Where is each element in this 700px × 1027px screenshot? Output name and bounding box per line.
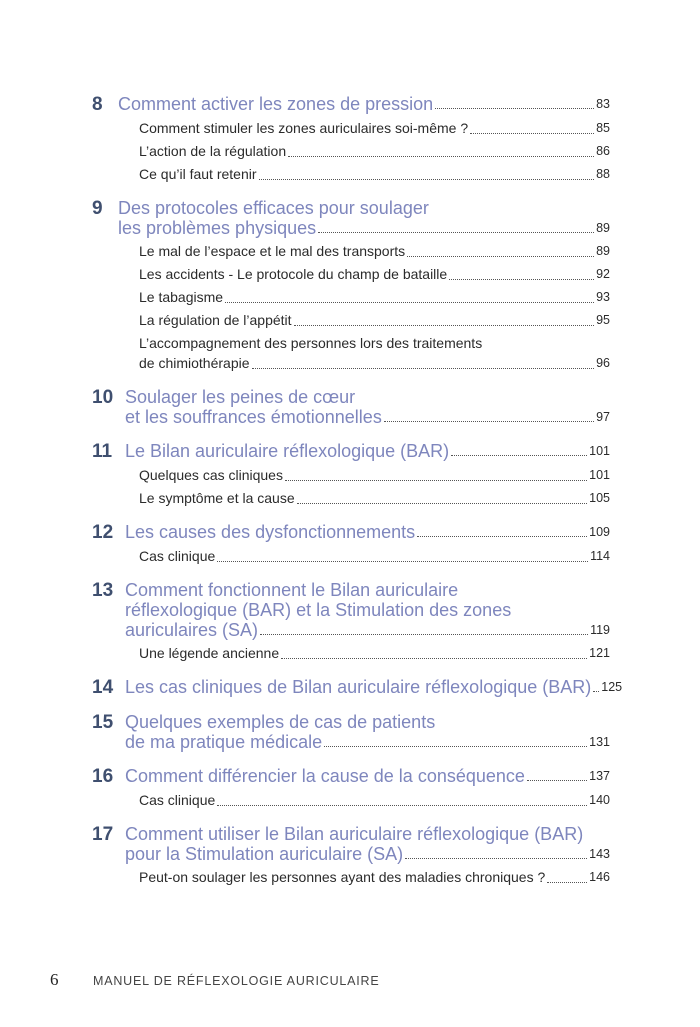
chapter-number: 11 [92, 441, 113, 462]
chapter-heading[interactable] [92, 677, 623, 698]
chapter-number: 13 [92, 580, 114, 601]
toc-chapter[interactable] [92, 198, 610, 373]
section-list [139, 643, 610, 663]
running-title: MANUEL DE RÉFLEXOLOGIE AURICULAIRE [93, 974, 380, 988]
chapter-heading[interactable] [92, 441, 610, 462]
section-line [139, 546, 610, 566]
chapter-title-text: les problèmes physiques [118, 218, 317, 238]
toc-section-entry[interactable] [139, 465, 610, 485]
chapter-number: 16 [92, 766, 114, 787]
section-line [139, 465, 610, 485]
chapter-number: 9 [92, 198, 103, 219]
chapter-title-last-line [125, 677, 622, 697]
chapter-title-last-line [125, 620, 610, 640]
chapter-title-text: Le Bilan auriculaire réflexologique (BAR) [125, 441, 450, 461]
section-line [139, 643, 610, 663]
chapter-title-line [125, 824, 610, 844]
chapter-title-last-line [118, 94, 610, 114]
section-page-number: 95 [596, 313, 610, 327]
chapter-page-number: 97 [596, 410, 610, 424]
section-line [139, 141, 610, 161]
chapter-title-text: Soulager les peines de cœur [125, 387, 356, 407]
chapter-heading[interactable] [92, 580, 610, 640]
chapter-title-last-line [125, 441, 610, 461]
section-title-text: Cas clinique [139, 792, 216, 808]
toc-chapter[interactable] [92, 522, 610, 566]
toc-chapter[interactable] [92, 580, 610, 663]
chapter-page-number: 137 [589, 769, 610, 783]
section-page-number: 101 [589, 468, 610, 482]
toc-section-entry[interactable] [139, 643, 610, 663]
toc-chapter[interactable] [92, 824, 610, 887]
chapter-heading[interactable] [92, 387, 610, 427]
toc-section-entry[interactable] [139, 264, 610, 284]
section-title-text: Une légende ancienne [139, 645, 280, 661]
section-line [139, 287, 610, 307]
chapter-heading[interactable] [92, 766, 610, 787]
toc-chapter[interactable] [92, 387, 610, 427]
section-list [139, 241, 610, 373]
dot-leader [324, 746, 587, 747]
section-list [139, 790, 610, 810]
chapter-title-text: auriculaires (SA) [125, 620, 259, 640]
section-title-text: Les accidents - Le protocole du champ de bataille [139, 266, 448, 282]
section-page-number: 96 [596, 356, 610, 370]
chapter-title-block [125, 712, 610, 752]
toc-section-entry[interactable] [139, 790, 610, 810]
chapter-page-number: 101 [589, 444, 610, 458]
section-page-number: 140 [589, 793, 610, 807]
chapter-page-number: 131 [589, 735, 610, 749]
toc-section-entry[interactable] [139, 488, 610, 508]
dot-leader [318, 232, 594, 233]
dot-leader [435, 108, 594, 109]
chapter-heading[interactable] [92, 198, 610, 238]
chapter-title-line [125, 712, 610, 732]
dot-leader [260, 634, 588, 635]
section-line [139, 867, 610, 887]
dot-leader [405, 858, 587, 859]
chapter-title-block [118, 94, 610, 114]
section-line [139, 790, 610, 810]
section-title-text: Comment stimuler les zones auriculaires soi-même ? [139, 120, 469, 136]
section-page-number: 146 [589, 870, 610, 884]
dot-leader [297, 503, 588, 504]
section-list [139, 465, 610, 508]
chapter-title-text: Comment utiliser le Bilan auriculaire réflexologique (BAR) [125, 824, 584, 844]
chapter-number: 14 [92, 677, 114, 698]
chapter-title-last-line [125, 732, 610, 752]
section-line [139, 241, 610, 261]
toc-section-entry[interactable] [139, 310, 610, 330]
toc-chapter[interactable] [92, 712, 610, 752]
dot-leader [417, 536, 587, 537]
chapter-title-block [125, 766, 610, 786]
chapter-title-text: pour la Stimulation auriculaire (SA) [125, 844, 404, 864]
dot-leader [449, 279, 594, 280]
chapter-title-text: Comment différencier la cause de la conséquence [125, 766, 525, 786]
chapter-title-text: Quelques exemples de cas de patients [125, 712, 436, 732]
chapter-number: 10 [92, 387, 114, 408]
chapter-number: 15 [92, 712, 114, 733]
chapter-title-last-line [125, 407, 610, 427]
toc-section-entry[interactable] [139, 118, 610, 138]
section-line [139, 310, 610, 330]
dot-leader [225, 302, 594, 303]
chapter-title-line [125, 600, 610, 620]
chapter-title-last-line [125, 766, 610, 786]
chapter-title-text: Des protocoles efficaces pour soulager [118, 198, 429, 218]
section-title-last-line [139, 353, 610, 373]
toc-chapter[interactable] [92, 677, 623, 698]
chapter-title-block [118, 198, 610, 238]
dot-leader [252, 368, 595, 369]
dot-leader [593, 691, 599, 692]
page-footer [50, 970, 380, 990]
section-page-number: 89 [596, 244, 610, 258]
section-page-number: 86 [596, 144, 610, 158]
chapter-page-number: 83 [596, 97, 610, 111]
dot-leader [281, 658, 587, 659]
dot-leader [527, 780, 587, 781]
chapter-title-block [125, 522, 610, 542]
section-page-number: 105 [589, 491, 610, 505]
dot-leader [217, 805, 587, 806]
chapter-title-block [125, 677, 622, 697]
chapter-page-number: 89 [596, 221, 610, 235]
section-title-text: La régulation de l’appétit [139, 312, 292, 328]
section-title-line: L’accompagnement des personnes lors des traitements [139, 335, 483, 351]
dot-leader [285, 480, 587, 481]
section-title-text: Le tabagisme [139, 289, 224, 305]
dot-leader [470, 133, 594, 134]
section-page-number: 85 [596, 121, 610, 135]
chapter-title-last-line [125, 844, 610, 864]
toc-section-entry[interactable] [139, 333, 610, 373]
section-title-text: Le mal de l’espace et le mal des transports [139, 243, 406, 259]
toc-section-entry[interactable] [139, 287, 610, 307]
chapter-title-text: Comment fonctionnent le Bilan auriculaire [125, 580, 459, 600]
section-page-number: 114 [590, 549, 610, 563]
toc-section-entry[interactable] [139, 867, 610, 887]
section-page-number: 93 [596, 290, 610, 304]
section-title-text: Peut-on soulager les personnes ayant des maladies chroniques ? [139, 869, 546, 885]
page-number: 6 [50, 970, 59, 989]
section-line [139, 164, 610, 184]
chapter-title-text: réflexologique (BAR) et la Stimulation des zones [125, 600, 512, 620]
chapter-title-block [125, 387, 610, 427]
section-line [139, 118, 610, 138]
dot-leader [451, 455, 587, 456]
section-title-text: Ce qu’il faut retenir [139, 166, 257, 182]
toc-section-entry[interactable] [139, 241, 610, 261]
chapter-number: 17 [92, 824, 114, 845]
chapter-heading[interactable] [92, 94, 610, 115]
chapter-title-block [125, 580, 610, 640]
chapter-title-line [125, 580, 610, 600]
chapter-title-text: Comment activer les zones de pression [118, 94, 434, 114]
toc-section-entry[interactable] [139, 141, 610, 161]
section-title-text: Cas clinique [139, 548, 216, 564]
section-title-text: L’action de la régulation [139, 143, 287, 159]
section-list [139, 867, 610, 887]
section-list [139, 118, 610, 184]
chapter-title-line [125, 387, 610, 407]
dot-leader [217, 561, 588, 562]
chapter-number: 12 [92, 522, 114, 543]
toc-chapter[interactable] [92, 766, 610, 810]
section-page-number: 92 [596, 267, 610, 281]
chapter-title-line [118, 198, 610, 218]
chapter-title-last-line [125, 522, 610, 542]
chapter-heading[interactable] [92, 824, 610, 864]
toc-section-entry[interactable] [139, 546, 610, 566]
dot-leader [294, 325, 595, 326]
chapter-title-text: de ma pratique médicale [125, 732, 323, 752]
chapter-title-block [125, 824, 610, 864]
chapter-page-number: 119 [590, 623, 610, 637]
table-of-contents [92, 94, 623, 901]
toc-section-entry[interactable] [139, 164, 610, 184]
section-list [139, 546, 610, 566]
chapter-page-number: 143 [589, 847, 610, 861]
chapter-heading[interactable] [92, 522, 610, 543]
section-title-text: Quelques cas cliniques [139, 467, 283, 483]
toc-chapter[interactable] [92, 441, 610, 508]
chapter-title-text: Les cas cliniques de Bilan auriculaire réflexologique (BAR) [125, 677, 592, 697]
dot-leader [547, 882, 587, 883]
section-line [139, 264, 610, 284]
dot-leader [407, 256, 594, 257]
chapter-title-block [125, 441, 610, 461]
section-title-text: Le symptôme et la cause [139, 490, 295, 506]
chapter-page-number: 109 [589, 525, 610, 539]
dot-leader [288, 156, 594, 157]
chapter-title-text: et les souffrances émotionnelles [125, 407, 382, 427]
toc-chapter[interactable] [92, 94, 610, 184]
chapter-title-text: Les causes des dysfonctionnements [125, 522, 416, 542]
section-line [139, 488, 610, 508]
chapter-page-number: 125 [601, 680, 623, 694]
dot-leader [384, 421, 594, 422]
chapter-number: 8 [92, 94, 103, 115]
chapter-title-last-line [118, 218, 610, 238]
section-page-number: 88 [596, 167, 610, 181]
chapter-heading[interactable] [92, 712, 610, 752]
section-page-number: 121 [589, 646, 610, 660]
section-title-text: de chimiothérapie [139, 355, 250, 371]
dot-leader [259, 179, 595, 180]
